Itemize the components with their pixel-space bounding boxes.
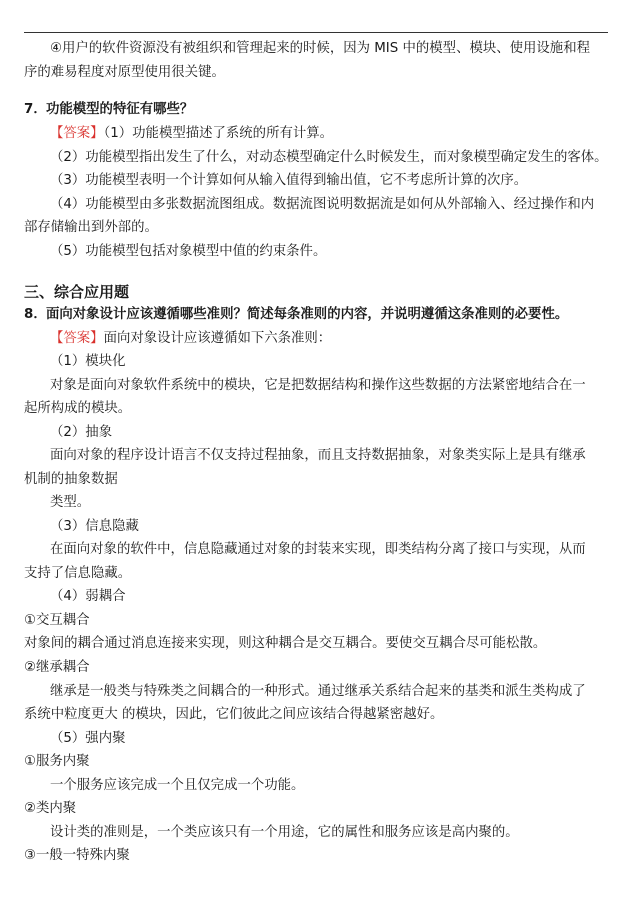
paragraph-line: 支持了信息隐藏。 <box>24 566 132 581</box>
paragraph-line: 机制的抽象数据 <box>24 472 118 487</box>
paragraph-line: ④用户的软件资源没有被组织和管理起来的时候，因为 MIS 中的模型、模块、使用设施和程 <box>50 41 590 56</box>
subheading: （5）强内聚 <box>50 731 126 746</box>
question-7 <box>24 101 608 119</box>
paragraph-line: 设计类的准则是，一个类应该只有一个用途，它的属性和服务应该是高内聚的。 <box>50 825 519 840</box>
paragraph-line: 序的难易程度对原型使用很关键。 <box>24 65 225 80</box>
answer-text: 面向对象设计应该遵循如下六条准则： <box>103 331 332 346</box>
question-8 <box>24 306 608 324</box>
subheading: （2）抽象 <box>50 425 113 440</box>
paragraph-line: 对象间的耦合通过消息连接来实现，则这种耦合是交互耦合。要使交互耦合尽可能松散。 <box>24 636 547 651</box>
answer-line <box>50 125 608 143</box>
subheading: ②类内聚 <box>24 801 77 816</box>
paragraph-line: 系统中粒度更大 的模块，因此，它们彼此之间应该结合得越紧密越好。 <box>24 707 444 722</box>
answer-line: （3）功能模型表明一个计算如何从输入值得到输出值，它不考虑所计算的次序。 <box>50 173 528 188</box>
answer-line <box>50 330 608 348</box>
section-title: 三、综合应用题 <box>24 283 130 301</box>
subheading: （1）模块化 <box>50 354 126 369</box>
answer-text: （1）功能模型描述了系统的所有计算。 <box>103 126 334 141</box>
answer-line: 部存储输出到外部的。 <box>24 220 158 235</box>
paragraph-line: 类型。 <box>50 495 91 510</box>
paragraph-line: 对象是面向对象软件系统中的模块，它是把数据结构和操作这些数据的方法紧密地结合在一 <box>50 378 586 393</box>
answer-line: （2）功能模型指出发生了什么，对动态模型确定什么时候发生，而对象模型确定发生的客体。 <box>50 150 608 165</box>
answer-line: （4）功能模型由多张数据流图组成。数据流图说明数据流是如何从外部输入、经过操作和内 <box>50 197 595 212</box>
answer-tag: 【答案】 <box>50 126 104 141</box>
subheading: ①服务内聚 <box>24 754 90 769</box>
paragraph-line: 起所构成的模块。 <box>24 401 132 416</box>
paragraph-line: 继承是一般类与特殊类之间耦合的一种形式。通过继承关系结合起来的基类和派生类构成了 <box>50 684 586 699</box>
subheading: ②继承耦合 <box>24 660 90 675</box>
subheading: （3）信息隐藏 <box>50 519 139 534</box>
question-text: 面向对象设计应该遵循哪些准则？简述每条准则的内容，并说明遵循这条准则的必要性。 <box>46 307 569 322</box>
subheading: ③一般一特殊内聚 <box>24 848 130 863</box>
question-number: 8． <box>24 307 47 322</box>
question-number: 7． <box>24 102 47 117</box>
header-rule <box>24 32 608 33</box>
paragraph-line: 一个服务应该完成一个且仅完成一个功能。 <box>50 778 305 793</box>
paragraph-line: 面向对象的程序设计语言不仅支持过程抽象，而且支持数据抽象，对象类实际上是具有继承 <box>50 448 586 463</box>
question-text: 功能模型的特征有哪些？ <box>46 102 194 117</box>
paragraph-line: 在面向对象的软件中，信息隐藏通过对象的封装来实现，即类结构分离了接口与实现，从而 <box>50 542 586 557</box>
answer-tag: 【答案】 <box>50 331 104 346</box>
subheading: ①交互耦合 <box>24 613 90 628</box>
subheading: （4）弱耦合 <box>50 589 126 604</box>
answer-line: （5）功能模型包括对象模型中值的约束条件。 <box>50 244 327 259</box>
